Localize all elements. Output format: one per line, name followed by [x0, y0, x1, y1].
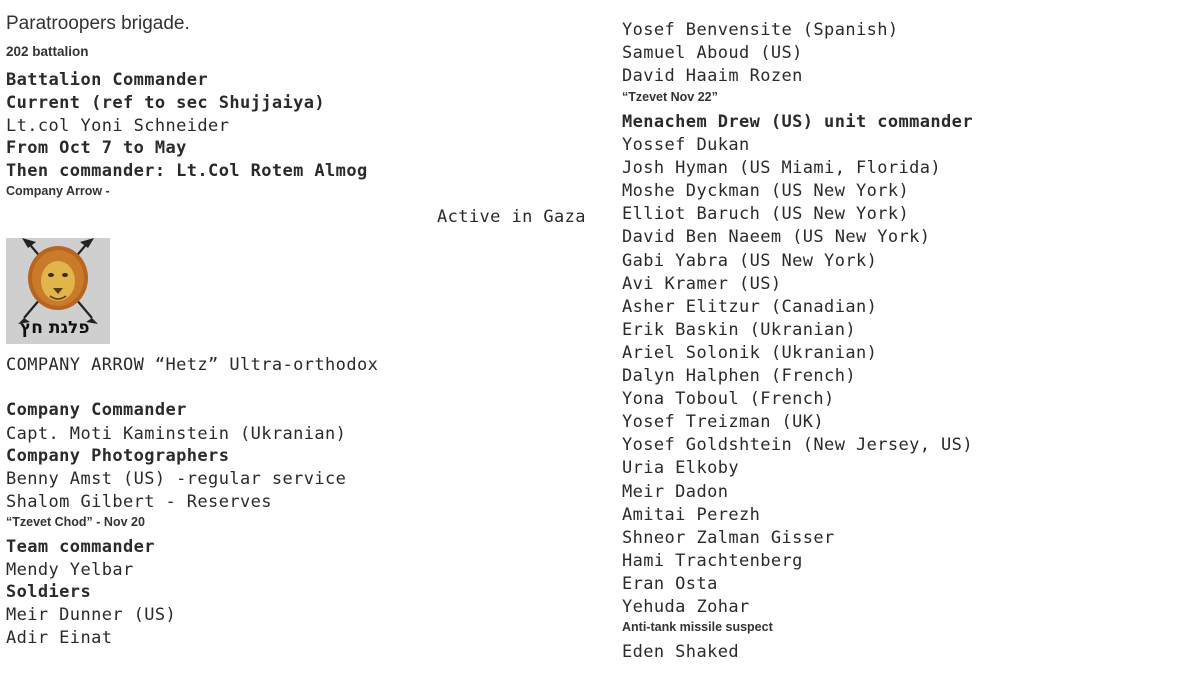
name-row: Yehuda Zohar: [622, 597, 750, 617]
active-in-gaza-label: Active in Gaza: [437, 207, 586, 227]
antitank-suspect-note: Anti-tank missile suspect: [622, 620, 773, 634]
team-commander-name: Mendy Yelbar: [6, 560, 134, 580]
name-row: Dalyn Halphen (French): [622, 366, 856, 386]
name-row: Moshe Dyckman (US New York): [622, 181, 910, 202]
soldier-2: Adir Einat: [6, 628, 113, 648]
name-row: Samuel Aboud (US): [622, 43, 803, 63]
name-row: Uria Elkoby: [622, 458, 739, 479]
name-row: Elliot Baruch (US New York): [622, 204, 910, 225]
battalion-commander-period: From Oct 7 to May: [6, 138, 187, 158]
company-arrow-note: Company Arrow -: [6, 184, 110, 198]
name-row: Yosef Treizman (UK): [622, 412, 825, 433]
photographer-1: Benny Amst (US) -regular service: [6, 469, 347, 489]
battalion-commander-name: Lt.col Yoni Schneider: [6, 116, 230, 136]
tzevet-nov22-note: “Tzevet Nov 22”: [622, 90, 718, 104]
name-row: Yosef Goldshtein (New Jersey, US): [622, 435, 973, 456]
company-arrow-logo: [6, 238, 110, 344]
unit-commander: Menachem Drew (US) unit commander: [622, 112, 973, 132]
soldier-1: Meir Dunner (US): [6, 605, 177, 625]
photographer-2: Shalom Gilbert - Reserves: [6, 492, 272, 512]
name-row: Avi Kramer (US): [622, 273, 782, 294]
name-row: Amitai Perezh: [622, 504, 761, 525]
name-row: David Haaim Rozen: [622, 66, 803, 86]
name-row: Eran Osta: [622, 573, 718, 594]
name-row: Ariel Solonik (Ukranian): [622, 342, 878, 363]
name-row: Hami Trachtenberg: [622, 550, 803, 571]
battalion-commander-current: Current (ref to sec Shujjaiya): [6, 93, 326, 113]
soldiers-label: Soldiers: [6, 582, 92, 602]
name-row: David Ben Naeem (US New York): [622, 227, 931, 248]
name-row: Yossef Dukan: [622, 135, 750, 155]
name-row: Asher Elitzur (Canadian): [622, 296, 878, 317]
brigade-title: Paratroopers brigade.: [6, 13, 190, 34]
company-commander-name: Capt. Moti Kaminstein (Ukranian): [6, 424, 347, 444]
name-row: Eden Shaked: [622, 642, 739, 662]
name-row: Meir Dadon: [622, 481, 729, 502]
company-arrow-title: COMPANY ARROW “Hetz” Ultra-orthodox: [6, 355, 379, 375]
battalion-label: 202 battalion: [6, 44, 89, 59]
logo-text: פלגת חץ: [20, 318, 90, 338]
name-row: Josh Hyman (US Miami, Florida): [622, 158, 942, 179]
name-row: Erik Baskin (Ukranian): [622, 319, 856, 340]
team-commander-label: Team commander: [6, 537, 155, 557]
company-photographers-label: Company Photographers: [6, 446, 230, 466]
company-commander-label: Company Commander: [6, 400, 187, 420]
name-row: Yosef Benvensite (Spanish): [622, 20, 899, 40]
tzevet-chod-note: “Tzevet Chod” - Nov 20: [6, 515, 145, 529]
name-row: Shneor Zalman Gisser: [622, 527, 835, 548]
battalion-commander-label: Battalion Commander: [6, 70, 209, 90]
next-commander: Then commander: Lt.Col Rotem Almog: [6, 161, 368, 181]
name-row: Yona Toboul (French): [622, 389, 835, 410]
name-row: Gabi Yabra (US New York): [622, 250, 878, 271]
